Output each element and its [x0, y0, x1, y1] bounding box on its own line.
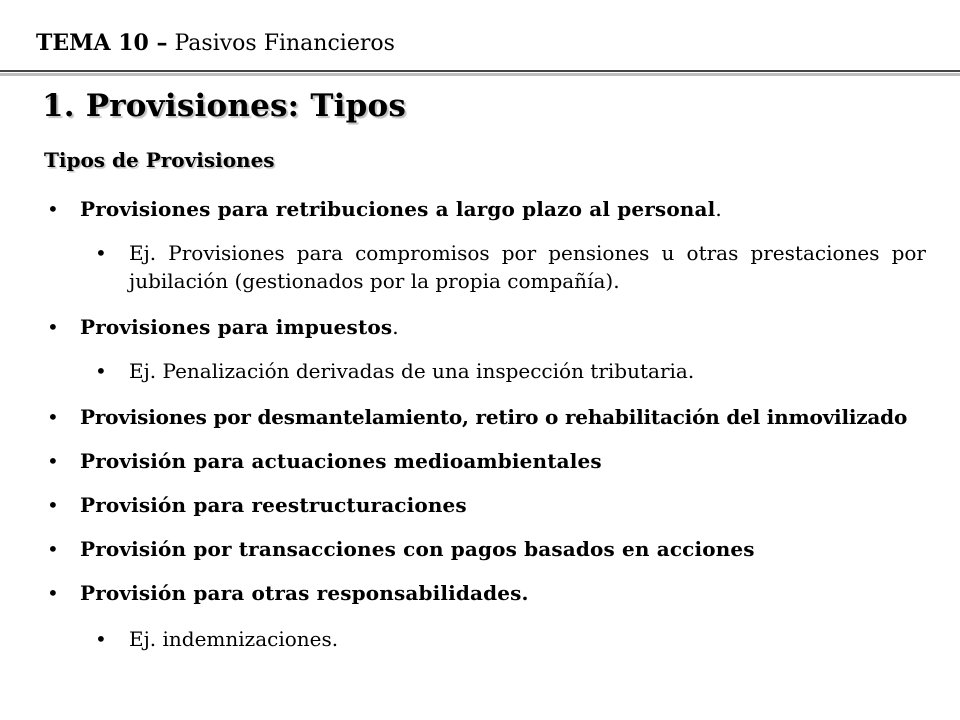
list-item-suffix: .	[392, 315, 399, 339]
bullet-icon: •	[47, 493, 59, 517]
list-item	[47, 535, 940, 563]
list-item-text: Provisión para otras responsabilidades.	[80, 581, 529, 605]
list-item	[47, 579, 940, 607]
list-subitem	[95, 357, 926, 385]
header-subject: Pasivos Financieros	[167, 31, 395, 56]
slide-header	[36, 30, 395, 56]
bullet-icon: •	[47, 449, 59, 473]
list-subitem	[95, 239, 926, 295]
list-item-text: Provisiones para retribuciones a largo plazo al personal	[80, 197, 716, 221]
bullet-icon: •	[95, 241, 107, 265]
bullet-icon: •	[95, 359, 107, 383]
bullet-icon: •	[47, 197, 59, 221]
list-subitem-text: Ej. Provisiones para compromisos por pensiones u otras prestaciones por jubilación (gestionados por la propia compañía).	[129, 241, 926, 293]
bullet-icon: •	[47, 405, 59, 429]
bullet-icon: •	[47, 581, 59, 605]
list-item-text: Provisiones por desmantelamiento, retiro o rehabilitación del inmovilizado	[80, 405, 908, 429]
header-divider	[0, 70, 960, 72]
list-subitem-text: Ej. indemnizaciones.	[129, 627, 339, 651]
list-item	[47, 313, 940, 341]
list-item	[47, 447, 940, 475]
list-item-text: Provisión por transacciones con pagos basados en acciones	[80, 537, 755, 561]
slide-title: 1. Provisiones: Tipos	[42, 88, 406, 124]
list-item	[47, 491, 940, 519]
bullet-icon: •	[47, 315, 59, 339]
section-subtitle: Tipos de Provisiones	[44, 148, 275, 172]
bullet-icon: •	[47, 537, 59, 561]
list-item-text: Provisiones para impuestos	[80, 315, 393, 339]
list-item	[47, 403, 940, 431]
list-subitem-text: Ej. Penalización derivadas de una inspección tributaria.	[129, 359, 695, 383]
list-item-text: Provisión para actuaciones medioambientales	[80, 449, 602, 473]
list-item-text: Provisión para reestructuraciones	[80, 493, 467, 517]
header-divider-shadow	[0, 73, 960, 76]
list-item	[47, 195, 940, 223]
bullet-icon: •	[95, 627, 107, 651]
header-topic: TEMA 10 –	[36, 30, 168, 56]
list-item-suffix: .	[715, 197, 722, 221]
list-subitem	[95, 625, 926, 653]
